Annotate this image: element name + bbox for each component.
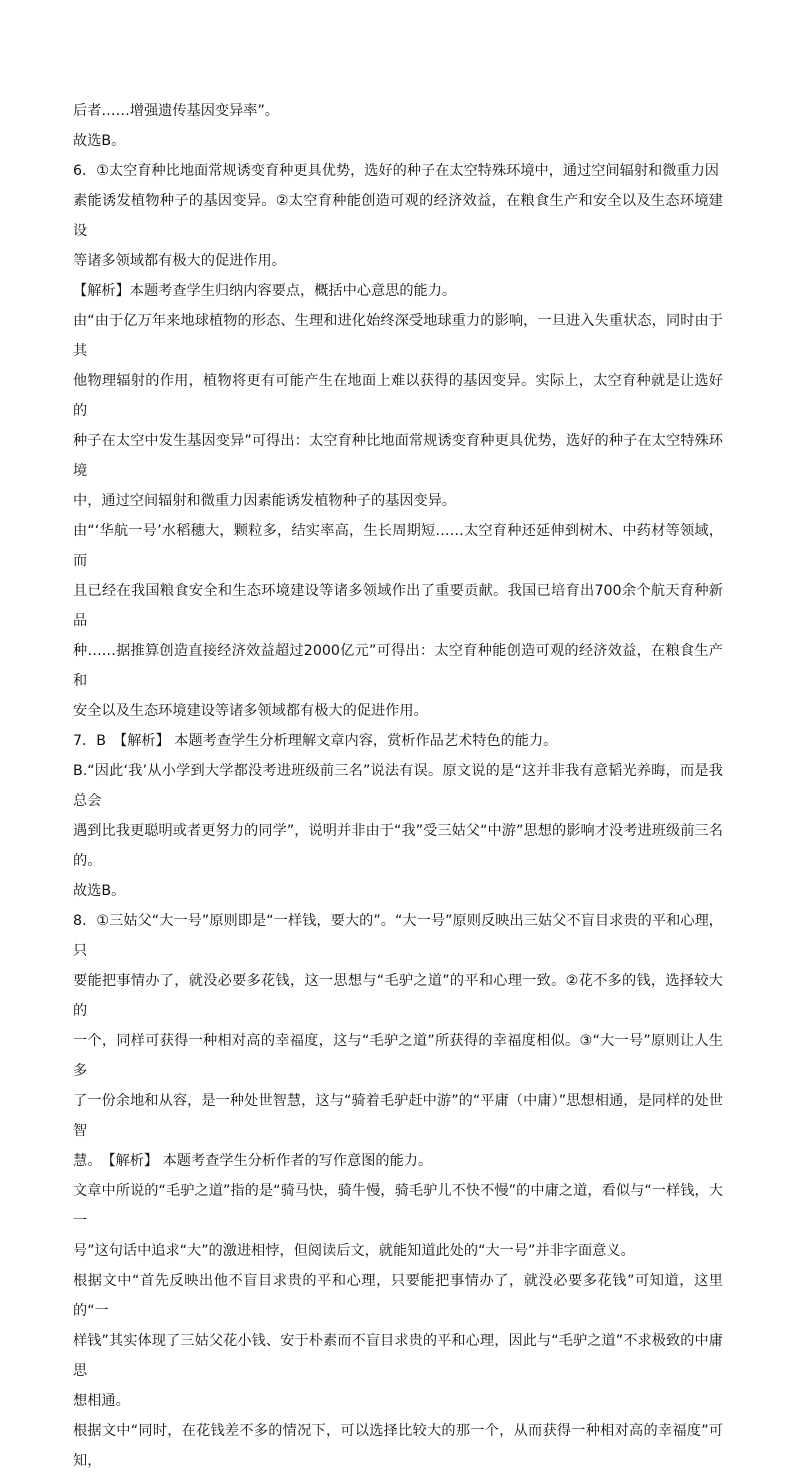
text-line: 了一份余地和从容，是一种处世智慧，这与“骑着毛驴赶中游”的“平庸（中庸）”思想相通，是同样的处世智 [73,1093,723,1139]
text-line: 7．B 【解析】 本题考查学生分析理解文章内容，赏析作品艺术特色的能力。 [73,733,558,749]
text-line: 素能诱发植物种子的基因变异。②太空育种能创造可观的经济效益，在粮食生产和安全以及生态环境建设 [73,193,723,239]
text-line: 由“由于亿万年来地球植物的形态、生理和进化始终深受地球重力的影响，一旦进入失重状态，同时由于其 [73,313,723,359]
text-line: 慧。 【解析】 本题考查学生分析作者的写作意图的能力。 [73,1153,433,1169]
text-line: 故选B。 [73,883,126,899]
text-line: 想相通。 [73,1393,130,1409]
text-line: 根据文中“首先反映出他不盲目求贵的平和心理，只要能把事情办了，就没必要多花钱”可知道，这里的“一 [73,1273,723,1319]
text-line: 故选B。 [73,133,126,149]
text-line: 一个，同样可获得一种相对高的幸福度，这与“毛驴之道”所获得的幸福度相似。③“大一号”原则让人生多 [73,1033,723,1079]
text-line: 种子在太空中发生基因变异”可得出：太空育种比地面常规诱变育种更具优势，选好的种子在太空特殊环境 [73,433,723,479]
text-line: 安全以及生态环境建设等诸多领域都有极大的促进作用。 [73,703,428,719]
text-line: 样钱”其实体现了三姑父花小钱、安于朴素而不盲目求贵的平和心理，因此与“毛驴之道”不求极致的中庸思 [73,1333,723,1379]
text-line: 等诸多领域都有极大的促进作用。 [73,253,286,269]
text-line: 种……据推算创造直接经济效益超过2000亿元”可得出：太空育种能创造可观的经济效益，在粮食生产和 [73,643,723,689]
text-line: 8．①三姑父“大一号”原则即是“一样钱，要大的”。“大一号”原则反映出三姑父不盲目求贵的平和心理，只 [73,913,723,959]
text-line: 且已经在我国粮食安全和生态环境建设等诸多领域作出了重要贡献。我国已培育出700余个航天育种新品 [73,583,723,629]
text-line: 由“‘华航一号’水稻穗大，颗粒多，结实率高，生长周期短……太空育种还延伸到树木、中药材等领域，而 [73,523,723,569]
text-line: 号”这句话中追求“大”的激进相悖，但阅读后文，就能知道此处的“大一号”并非字面意义。 [73,1243,635,1259]
text-line: 后者……增强遗传基因变异率”。 [73,103,279,119]
text-line: 【解析】本题考查学生归纳内容要点，概括中心意思的能力。 [73,283,457,299]
text-line: 遇到比我更聪明或者更努力的同学”，说明并非由于“我”受三姑父“中游”思想的影响才没考进班级前三名的。 [73,823,723,869]
text-line: 文章中所说的“毛驴之道”指的是“骑马快，骑牛慢，骑毛驴儿不快不慢”的中庸之道，看似与“一样钱，大一 [73,1183,723,1229]
text-line: B.“因此‘我’从小学到大学都没考进班级前三名”说法有误。原文说的是“这并非我有意韬光养晦，而是我总会 [73,763,723,809]
text-line: 要能把事情办了，就没必要多花钱，这一思想与“毛驴之道”的平和心理一致。②花不多的钱，选择较大的 [73,973,723,1019]
text-line: 中，通过空间辐射和微重力因素能诱发植物种子的基因变异。 [73,493,457,509]
text-line: 6．①太空育种比地面常规诱变育种更具优势，选好的种子在太空特殊环境中，通过空间辐射和微重力因 [73,163,719,179]
text-line: 根据文中“同时，在花钱差不多的情况下，可以选择比较大的那一个，从而获得一种相对高的幸福度”可知， [73,1423,723,1469]
document-body [73,96,723,1476]
text-line: 他物理辐射的作用，植物将更有可能产生在地面上难以获得的基因变异。实际上，太空育种就是让选好的 [73,373,723,419]
